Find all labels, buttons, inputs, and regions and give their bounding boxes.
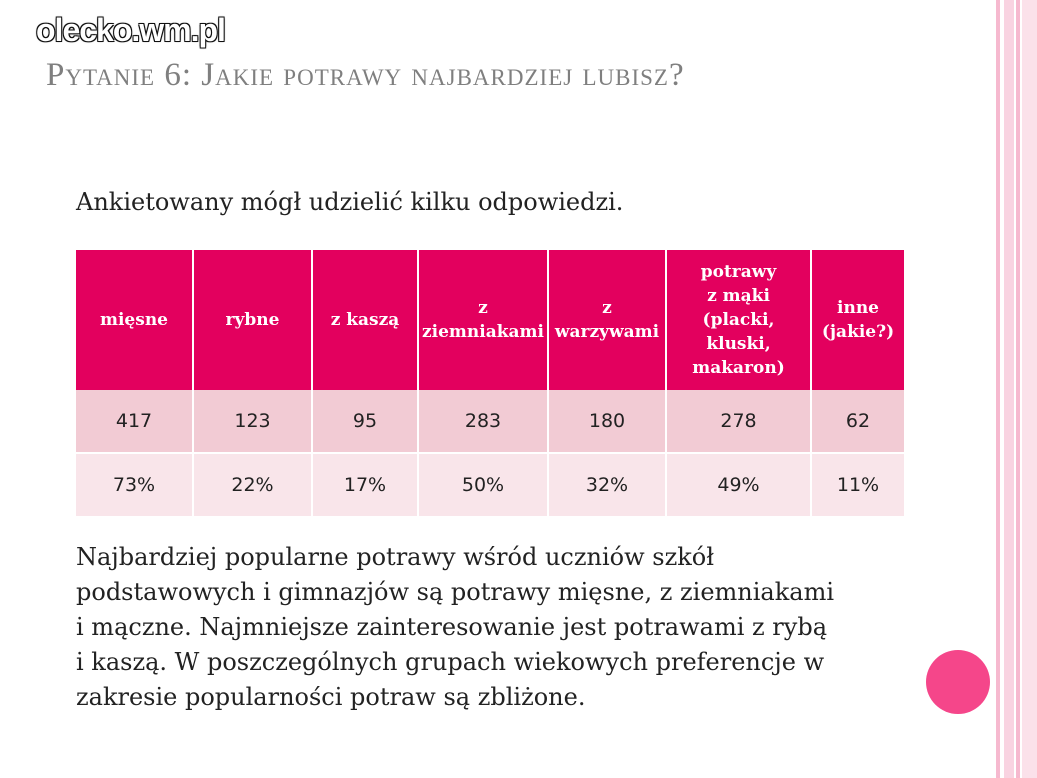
table-row-counts: [76, 390, 904, 453]
table-cell-percent: 50%: [418, 453, 548, 516]
table-header-cell: z ziemniakami: [418, 250, 548, 390]
table-header-cell: z warzywami: [548, 250, 666, 390]
table-row-percents: [76, 453, 904, 516]
table-cell-percent: 17%: [312, 453, 418, 516]
table-cell-count: 417: [76, 390, 193, 453]
table-header-cell: potrawy z mąki (placki, kluski, makaron): [666, 250, 811, 390]
table-cell-count: 95: [312, 390, 418, 453]
table-cell-percent: 32%: [548, 453, 666, 516]
table-cell-percent: 22%: [193, 453, 312, 516]
table-cell-percent: 49%: [666, 453, 811, 516]
side-stripe-1: [996, 0, 1000, 778]
table-header-cell: z kaszą: [312, 250, 418, 390]
side-stripe-2: [1004, 0, 1014, 778]
survey-table: [76, 250, 904, 516]
watermark: olecko.wm.pl: [36, 12, 225, 48]
slide-title: Pytanie 6: Jakie potrawy najbardziej lubisz?: [46, 57, 685, 93]
table-header-cell: rybne: [193, 250, 312, 390]
table-cell-count: 62: [811, 390, 904, 453]
table-header-row: [76, 250, 904, 390]
summary-text: Najbardziej popularne potrawy wśród uczniów szkół podstawowych i gimnazjów są potrawy mięsne, z ziemniakami i mączne. Najmniejsze zainteresowanie jest potrawami z rybą i kaszą. W poszczególnych grupach wiekowych preferencje w zakresie popularności potraw są zbliżone.: [76, 543, 835, 711]
table-cell-count: 123: [193, 390, 312, 453]
intro-text: Ankietowany mógł udzielić kilku odpowiedzi.: [76, 188, 624, 216]
decorative-circle: [926, 650, 990, 714]
table-cell-percent: 11%: [811, 453, 904, 516]
side-stripe-4: [1022, 0, 1037, 778]
table-cell-count: 278: [666, 390, 811, 453]
table-header-cell: inne (jakie?): [811, 250, 904, 390]
table-cell-count: 180: [548, 390, 666, 453]
table-header-cell: mięsne: [76, 250, 193, 390]
side-stripe-3: [1016, 0, 1020, 778]
table-cell-count: 283: [418, 390, 548, 453]
table-cell-percent: 73%: [76, 453, 193, 516]
